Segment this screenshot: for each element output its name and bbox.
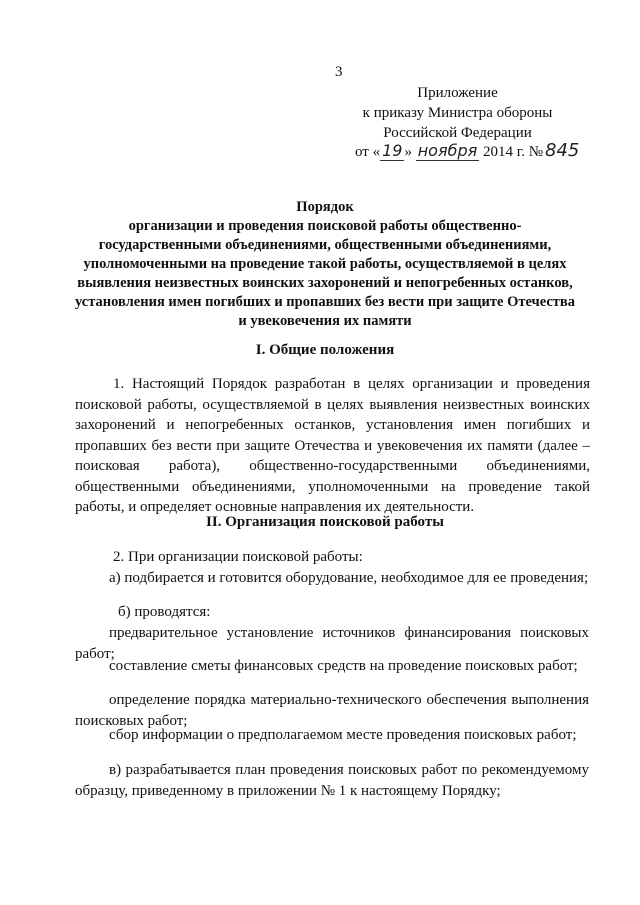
paragraph-2: 2. При организации поисковой работы:	[113, 549, 363, 565]
attachment-line-2: к приказу Министра обороны	[362, 105, 553, 121]
section-1-heading: I. Общие положения	[255, 342, 395, 358]
quote-open: «	[372, 144, 381, 160]
item-b: б) проводятся:	[118, 604, 211, 620]
order-date-line	[355, 140, 581, 161]
item-b4-text: сбор информации о предполагаемом месте проведения поисковых работ;	[109, 727, 577, 743]
order-number: 845	[545, 140, 580, 161]
title-heading: Порядок	[296, 199, 354, 215]
order-year: 2014 г.	[483, 144, 525, 160]
attachment-line-3: Российской Федерации	[383, 125, 532, 141]
item-b2	[84, 656, 589, 677]
item-v	[75, 760, 589, 801]
order-from: от	[355, 144, 369, 160]
attachment-block	[355, 83, 560, 143]
document-title	[75, 198, 575, 331]
order-day: 19	[382, 141, 403, 160]
item-b2-text: составление сметы финансовых средств на проведение поисковых работ;	[109, 658, 578, 674]
paragraph-1: 1. Настоящий Порядок разработан в целях организации и проведения поисковой работы, осуществляемой в целях выявления неизвестных воинских захоронений и непогребенных останков, установления имен погибших и пропавших без вести при защите Отечества и увековечения их памяти (далее – поисковая работа), общественно-государственными объединениями, общественными объединениями, уполномоченными на проведение такой работы, и определяет основные направления их деятельности.	[75, 376, 590, 515]
attachment-line-1: Приложение	[417, 85, 498, 101]
title-body: организации и проведения поисковой работы общественно-государственными объединениями, общественными объединениями, уполномоченными на проведение такой работы, осуществляемой в целях выявления неизвестных воинских захоронений и непогребенных останков, установления имен погибших и пропавших без вести при защите Отечества и увековечения их памяти	[75, 218, 575, 329]
item-b3-text: определение порядка материально-технического обеспечения выполнения поисковых работ;	[75, 692, 589, 729]
item-a	[84, 568, 589, 589]
item-b1-text: предварительное установление источников финансирования поисковых работ;	[75, 625, 589, 662]
section-2-heading: II. Организация поисковой работы	[206, 514, 444, 530]
order-month: ноября	[417, 141, 478, 160]
item-v-text: в) разрабатывается план проведения поисковых работ по рекомендуемому образцу, приведенному в приложении № 1 к настоящему Порядку;	[75, 762, 589, 799]
page-number: 3	[335, 64, 343, 80]
number-sign: №	[528, 144, 544, 160]
quote-close: »	[404, 144, 412, 160]
item-a-text: а) подбирается и готовится оборудование, необходимое для ее проведения;	[109, 570, 589, 586]
item-b4	[84, 725, 589, 746]
